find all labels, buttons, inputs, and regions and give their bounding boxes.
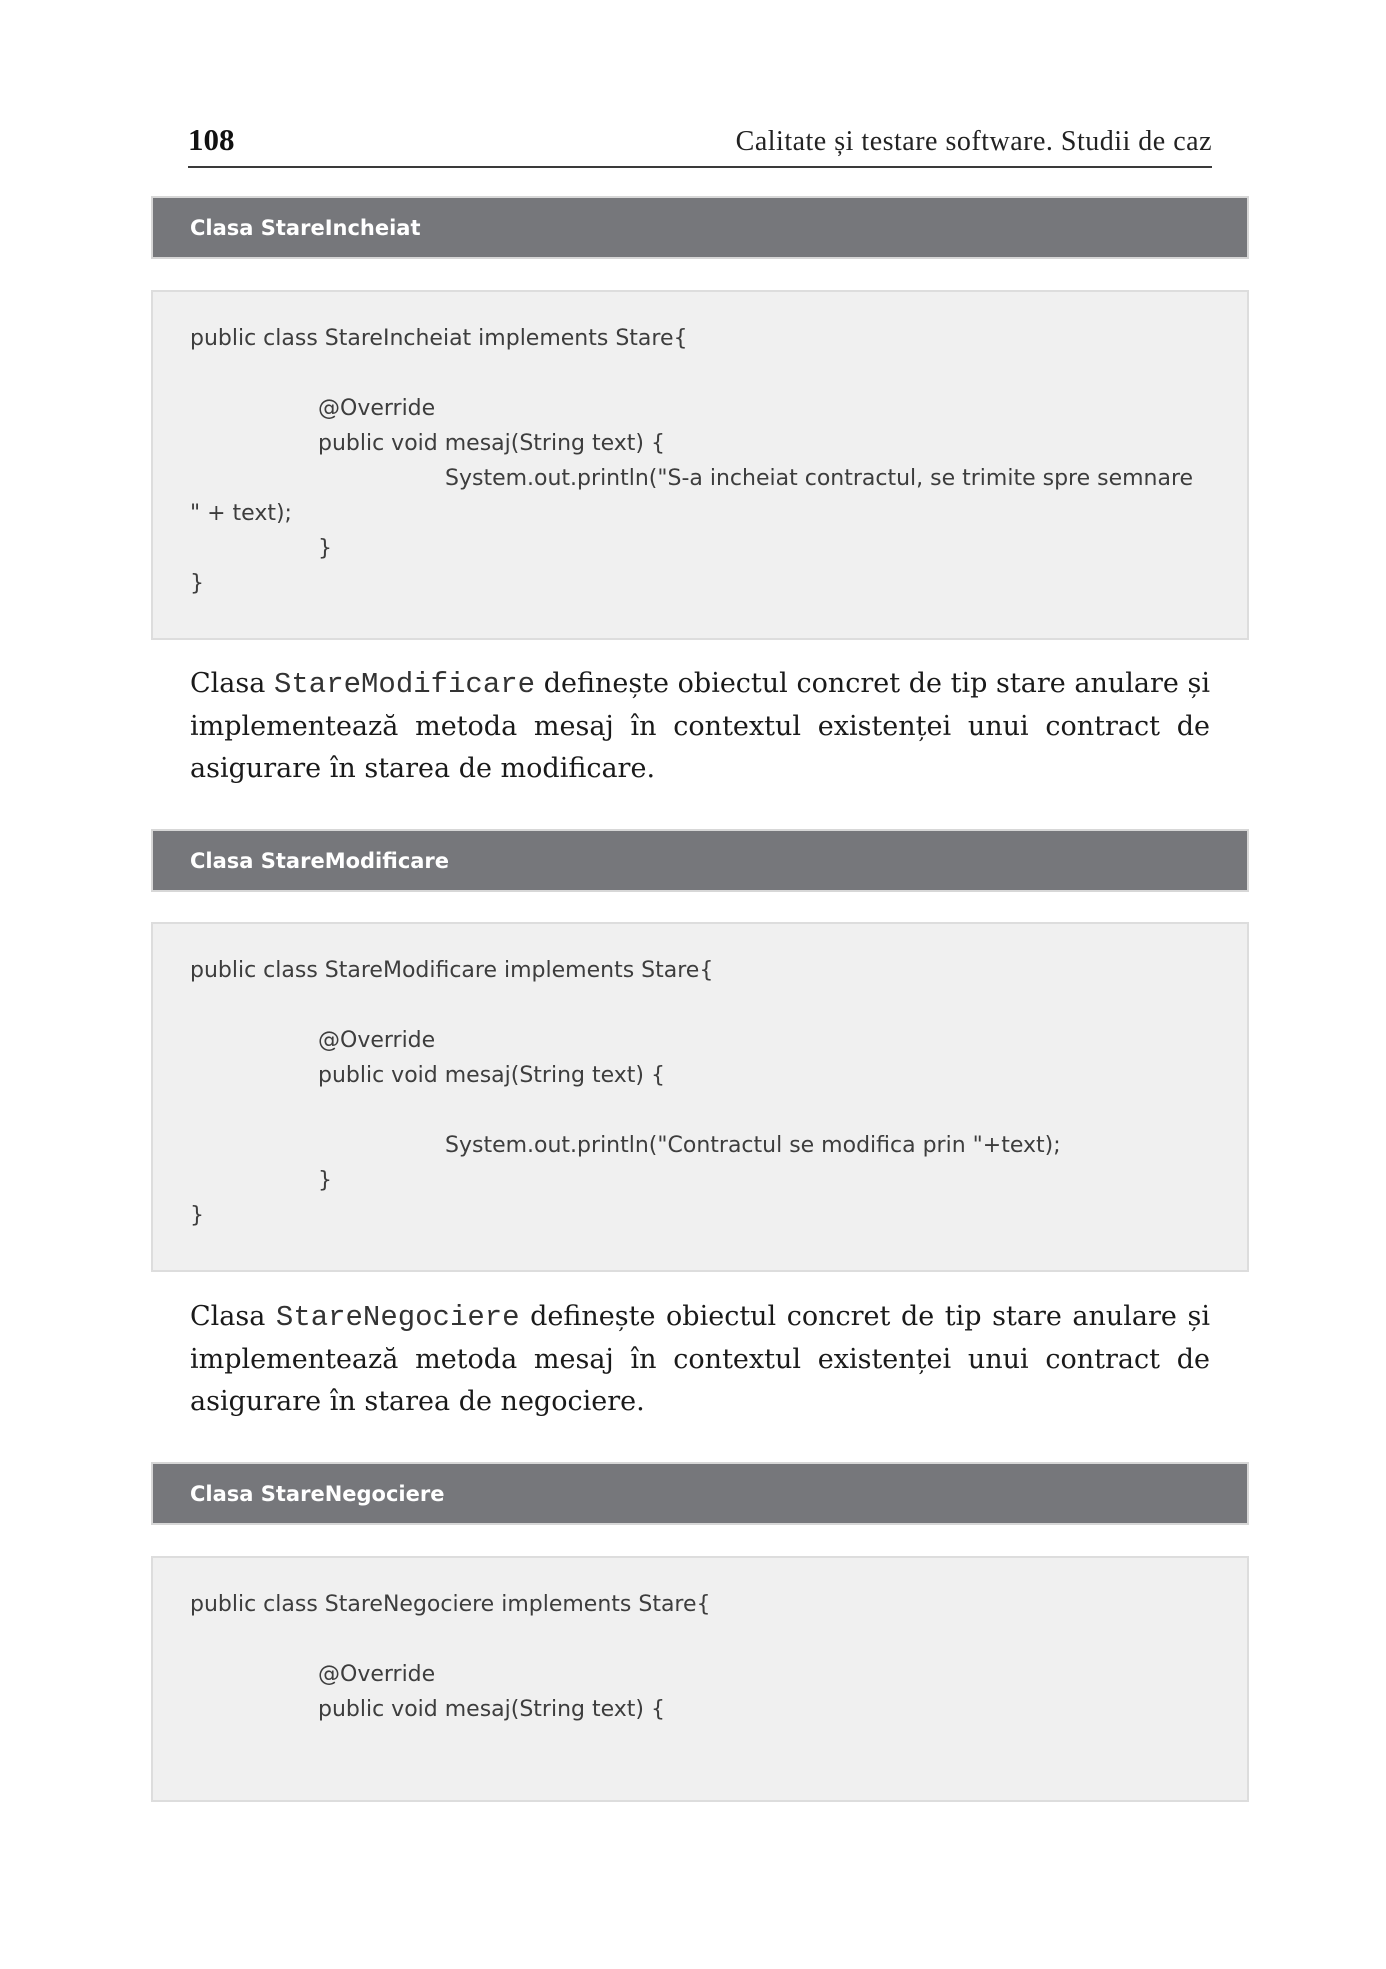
code-line: } [190, 571, 204, 596]
code-title-bar-stare-negociere [151, 1462, 1249, 1525]
code-line: @Override [318, 396, 436, 421]
code-line: " + text); [190, 501, 292, 526]
code-title: Clasa StareIncheiat [190, 216, 421, 240]
code-line: @Override [318, 1662, 436, 1687]
code-line: } [318, 536, 332, 561]
inline-code-class-name: StareNegociere [275, 1301, 520, 1334]
code-line: } [318, 1168, 332, 1193]
code-box-stare-incheiat [151, 290, 1249, 640]
page-number: 108 [188, 122, 235, 157]
code-line: public void mesaj(String text) { [318, 1697, 665, 1722]
code-title: Clasa StareNegociere [190, 1482, 445, 1506]
inline-code-class-name: StareModificare [274, 668, 536, 701]
page-header [188, 120, 1212, 168]
code-title: Clasa StareModificare [190, 849, 450, 873]
code-line: public class StareModificare implements Stare{ [190, 958, 714, 983]
code-line: public class StareIncheiat implements Stare{ [190, 326, 688, 351]
code-line: public void mesaj(String text) { [318, 1063, 665, 1088]
paragraph-text: definește obiectul concret de tip stare anulare și implementează metoda mesaj în contextul existenței unui contract de asigurare în starea de modificare. [190, 668, 1210, 784]
code-title-bar-stare-incheiat [151, 196, 1249, 259]
code-box-stare-modificare [151, 922, 1249, 1272]
body-paragraph-stare-modificare [190, 663, 1210, 790]
paragraph-prefix: Clasa [190, 1301, 276, 1332]
paragraph-prefix: Clasa [190, 668, 274, 699]
code-line: public class StareNegociere implements Stare{ [190, 1592, 711, 1617]
code-line: public void mesaj(String text) { [318, 431, 665, 456]
running-title: Calitate și testare software. Studii de caz [735, 126, 1212, 157]
code-box-stare-negociere [151, 1556, 1249, 1802]
paragraph-text: definește obiectul concret de tip stare anulare și implementează metoda mesaj în contextul existenței unui contract de asigurare în starea de negociere. [190, 1301, 1210, 1417]
code-line: @Override [318, 1028, 436, 1053]
code-line: System.out.println("Contractul se modifica prin "+text); [445, 1133, 1061, 1158]
code-line: System.out.println("S-a incheiat contractul, se trimite spre semnare [445, 466, 1194, 491]
body-paragraph-stare-negociere [190, 1296, 1210, 1423]
code-title-bar-stare-modificare [151, 829, 1249, 892]
code-line: } [190, 1203, 204, 1228]
